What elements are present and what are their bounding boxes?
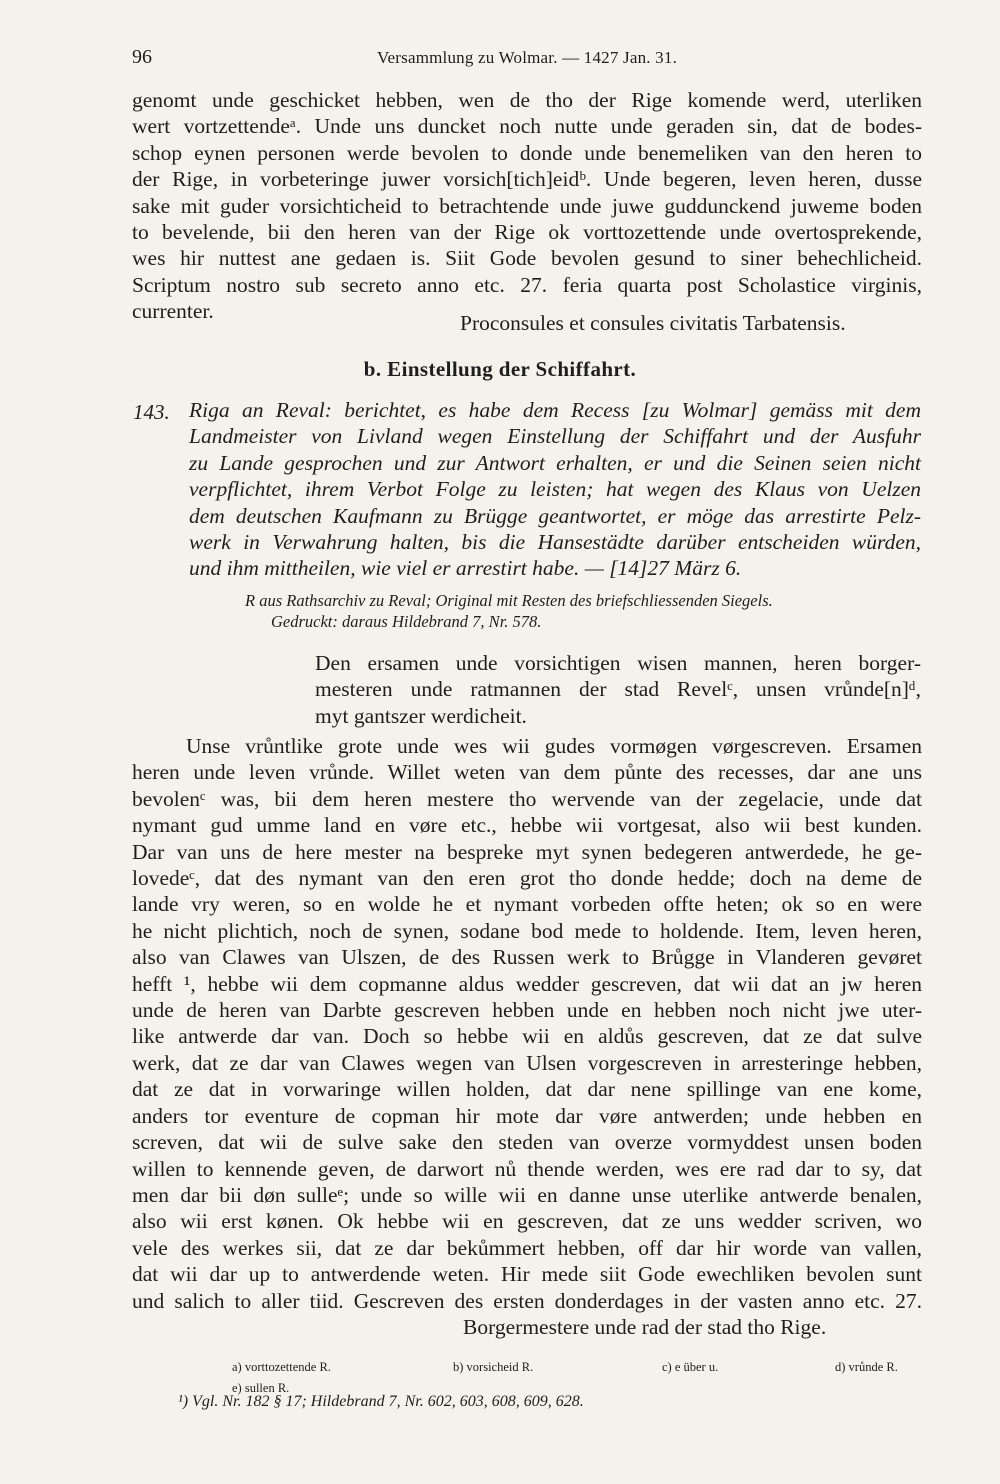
letter-line: vele des werkes sii, dat ze dar bekůmmert hebben, off dar hir worde van vallen, [132, 1235, 922, 1260]
text-line: to bevelende, bii den heren van der Rige ok vorttozettende unde overtosprekende, [132, 220, 922, 245]
letter-body [132, 733, 922, 1314]
footnote-a: a) vorttozettende R. [232, 1360, 331, 1374]
text-line: sake mit guder vorsichticheid to betrachtende unde juwe guddunckend juweme boden [132, 193, 922, 218]
letter-line: und salich to aller tiid. Gescreven des ersten donderdages in der vasten anno etc. 27. [132, 1288, 922, 1313]
address-line: Den ersamen unde vorsichtigen wisen mannen, heren borger- [315, 651, 921, 675]
letter-line: also wii erst kønen. Ok hebbe wii en gescreven, dat ze uns wedder scriven, wo [132, 1209, 922, 1234]
regest-number: 143. [133, 400, 170, 424]
source-line: R aus Rathsarchiv zu Reval; Original mit Resten des briefschliessenden Siegels. [245, 591, 773, 610]
letter-line: heren unde leven vrůnde. Willet weten van dem půnte des recesses, dar ane uns [132, 760, 922, 785]
text-line: der Rige, in vorbeteringe juwer vorsich[tich]eidᵇ. Unde begeren, leven heren, dusse [132, 167, 922, 192]
letter-line: willen to kennende geven, de darwort nů thende werden, wes ere rad dar to sy, dat [132, 1156, 922, 1181]
text-line: wes hir nuttest ane gedaen is. Siit Gode bevolen gesund to siner behechlicheid. [132, 246, 922, 271]
text-line: wert vortzettendeᵃ. Unde uns duncket noch nutte unde geraden sin, dat de bodes- [132, 114, 922, 139]
text-line: Scriptum nostro sub secreto anno etc. 27. feria quarta post Scholastice virginis, [132, 272, 922, 297]
footnote-b: b) vorsicheid R. [453, 1360, 534, 1374]
top-paragraph [132, 87, 922, 325]
letter-line: bevolenᶜ was, bii dem heren mestere tho wervende van der zegelacie, unde dat [132, 786, 922, 811]
running-head: Versammlung zu Wolmar. — 1427 Jan. 31. [376, 48, 678, 67]
letter-line: hefft ¹, hebbe wii dem copmanne aldus wedder gescreven, dat wii dat an jw heren [132, 971, 922, 996]
letter-line: anders tor eventure de copman hir mote dar vøre antwerden; unde hebben en [132, 1103, 922, 1128]
section-heading: b. Einstellung der Schiffahrt. [363, 357, 637, 381]
regest-line: Riga an Reval: berichtet, es habe dem Recess [zu Wolmar] gemäss mit dem [189, 398, 921, 422]
regest-summary [189, 397, 921, 582]
address-line: myt gantszer werdicheit. [315, 703, 527, 728]
letter-line: werk, dat ze dar van Clawes wegen van Ulsen vorgescreven in arresteringe hebben, [132, 1050, 922, 1075]
letter-line: dat ze dat in vorwaringe willen holden, dat dar nene spillinge van ene kome, [132, 1077, 922, 1102]
letter-line: lande vry weren, so en wolde he et nymant vorbeden offte heten; ok so en were [132, 892, 922, 917]
footnote-e: e) sullen R. [232, 1381, 290, 1395]
letter-line: also van Clawes van Ulszen, de des Russen werk to Brůgge in Vlanderen gevøret [132, 945, 922, 970]
letter-line: Unse vrůntlike grote unde wes wii gudes vormøgen vørgescreven. Ersamen [186, 734, 922, 758]
regest-line: Landmeister von Livland wegen Einstellung der Schiffahrt und der Ausfuhr [189, 424, 921, 449]
address-line: mesteren unde ratmannen der stad Revelᶜ, unsen vrůnde[n]ᵈ, [315, 677, 921, 702]
letter-address [315, 650, 921, 729]
regest-line: dem deutschen Kaufmann zu Brügge geantwortet, er möge das arrestirte Pelz- [189, 503, 921, 528]
regest-line: verpflichtet, ihrem Verbot Folge zu leisten; hat wegen des Klaus von Uelzen [189, 477, 921, 502]
top-signature: Proconsules et consules civitatis Tarbatensis. [460, 311, 846, 335]
letter-line: men dar bii døn sulleᵉ; unde so wille wii en danne unse uterlike antwerde benalen, [132, 1182, 922, 1207]
letter-line: he nicht plichtich, noch de synen, sodane bod mede to holdende. Item, leven heren, [132, 918, 922, 943]
letter-line: Dar van uns de here mester na bespreke myt synen bedegeren antwerdede, he ge- [132, 839, 922, 864]
regest-line: zu Lande gesprochen und zur Antwort erhalten, er und die Seinen seien nicht [189, 450, 921, 475]
source-line: Gedruckt: daraus Hildebrand 7, Nr. 578. [271, 612, 542, 631]
footnote-reference: ¹) Vgl. Nr. 182 § 17; Hildebrand 7, Nr. 602, 603, 608, 609, 628. [178, 1393, 584, 1410]
text-line: genomt unde geschicket hebben, wen de tho der Rige komende werd, uterliken [132, 88, 922, 112]
letter-line: like antwerde dar van. Doch so hebbe wii en aldůs gescreven, dat ze dat sulve [132, 1024, 922, 1049]
letter-line: screven, dat wii de sulve sake den steden van overze vormyddest unsen boden [132, 1130, 922, 1155]
page-number: 96 [132, 46, 152, 68]
letter-line: dat wii dar up to antwerdende weten. Hir mede siit Gode ewechliken bevolen sunt [132, 1262, 922, 1287]
source-note [245, 590, 920, 632]
letter-signature: Borgermestere unde rad der stad tho Rige. [463, 1315, 827, 1339]
regest-line: und ihm mittheilen, wie viel er arrestirt habe. — [14]27 März 6. [189, 556, 742, 581]
letter-line: unde de heren van Darbte gescreven hebben unde en hebben noch nicht jwe uter- [132, 998, 922, 1023]
footnote-d: d) vrůnde R. [835, 1360, 898, 1374]
page-header [132, 44, 922, 74]
letter-line: nymant gud umme land en vøre etc., hebbe wii vortgesat, also wii best kunden. [132, 813, 922, 838]
regest-line: werk in Verwahrung halten, bis die Hansestädte darüber entscheiden würden, [189, 530, 921, 555]
text-line: schop eynen personen werde bevolen to donde unde benemeliken van den heren to [132, 140, 922, 165]
text-line: currenter. [132, 299, 214, 324]
footnote-c: c) e über u. [662, 1360, 719, 1374]
letter-line: lovedeᶜ, dat des nymant van den eren grot tho donde hedde; doch na deme de [132, 866, 922, 891]
